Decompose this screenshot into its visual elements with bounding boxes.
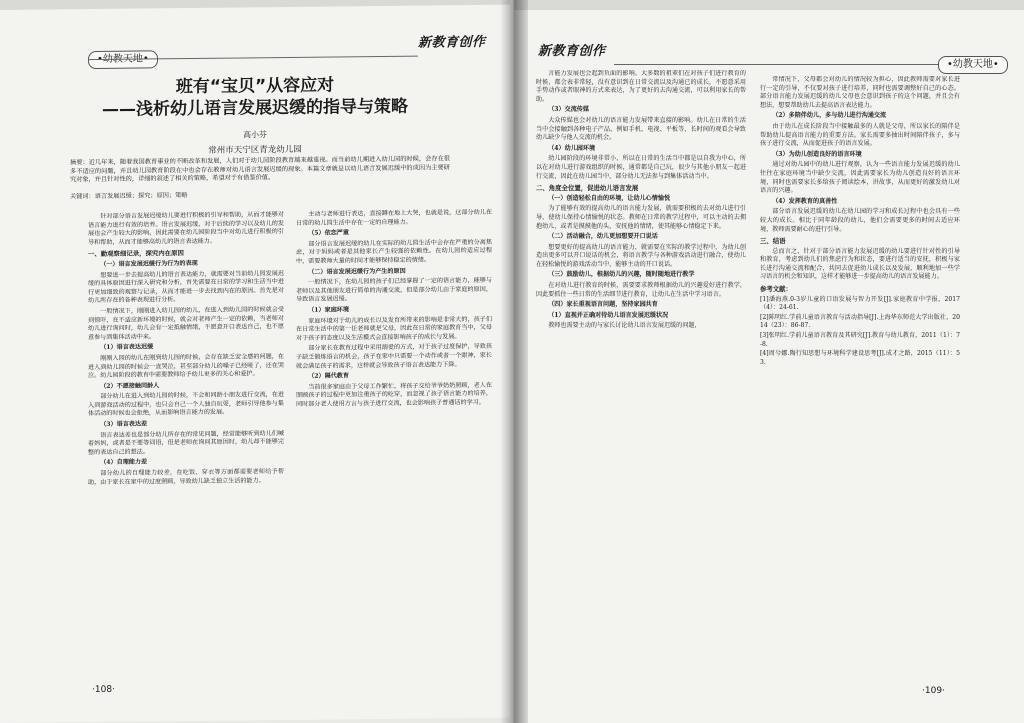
body-paragraph: 常情况下，父母都会对幼儿的情况较为担心，因此教师需要对家长进行一定的引导，不仅要对孩子进行培养，同时也需要调整好自己的心态。部分语言能力发展迟缓的幼儿父母也会意识到孩子的这个问题，并且会有想法，想要帮助幼儿去提高语言表达能力。 [760,76,960,109]
body-paragraph: 针对部分语言发展迟缓幼儿要进行积极的引导和帮助，从而才能够对语言能力进行有效的培养。语言发展迟缓，对于后续的学习以及幼儿的发展也会产生较大的影响，因此需要在幼儿园阶段当中对幼儿进行积极的引导和帮助，从而才能够高幼儿的语言表达能力。 [88,211,284,246]
body-paragraph: 部分家长在教育过程中采用溺爱的方式，对于孩子过度保护，导致孩子缺乏锻炼语言的机会，孩子在家中只需要一个动作或者一个眼神，家长就会满足孩子的需求，这样就会导致孩子语言表达能力下降。 [296,343,492,370]
body-paragraph: 总而言之，针对于部分语言能力发展迟缓的幼儿要进行针对性的引导和教育，考虑到幼儿们的焦虑行为和状态，要进行适当的安抚，积极与家长进行沟通交流和配合，共同去促进幼儿成长以及发展，顺利地加一些学习语言的机会和知识，这样才能够进一步提高幼儿的语言发展能力。 [760,247,960,281]
subsection-heading: （一）语言发展迟缓行为行为的表现 [100,259,198,268]
body-paragraph: 部分幼儿在进入到幼儿园的时候，不会和同龄小朋友进行交流，在进入到游戏活动的过程中，也只会自己一个人独自玩耍，老师引导他参与集体活动的时候也会拒绝，从而影响语言能力的发展。 [88,391,284,418]
section-heading: 参考文献： [760,285,792,294]
book-gutter [500,0,528,723]
subsection-heading: （三）鼓励幼儿，根据幼儿的兴趣，随时随地进行教学 [548,271,695,279]
subsection-heading: （4）自理能力差 [100,458,148,467]
section-heading: 二、角度全位置，促进幼儿语言发展 [536,184,639,193]
body-paragraph: 为了能够有效的提高幼儿的语言能力发展，就需要积极的去对幼儿进行引导，使幼儿保持心情愉悦的状态。教师在日常的教学过程中，可以主动的去拥抱幼儿，或者是摸摸他的头，安抚他的情绪，使其能够心情稳定下来。 [536,205,746,230]
subsection-heading: （2）多陪伴幼儿，多与幼儿进行沟通交流 [772,112,887,120]
subsection-heading: （二）活动融合，幼儿更加想要开口说话 [548,233,658,241]
subsection-heading: （1）家庭环境 [308,306,349,314]
subsection-heading: （3）语言表达差 [100,420,148,429]
subsection-heading: （1）语言表达迟缓 [100,343,154,352]
subsection-heading: （2）隔代教育 [308,372,349,380]
subsection-heading: （3）为幼儿创造良好的语言环境 [772,150,862,158]
subsection-heading: （一）创造轻松自由的环境，让幼儿心情愉悦 [548,194,671,202]
section-heading: 三、结语 [760,237,786,246]
body-paragraph: 教师也需要主动的与家长讨论幼儿语言发展迟缓的问题， [548,322,701,330]
body-paragraph: 部分幼儿的自理能力较差，在吃饭、穿衣等方面都需要老师给予帮助，由于家长在家中的过度照顾，导致幼儿缺乏独立生活的能力。 [88,468,284,486]
subsection-heading: （3）交流传媒 [548,106,589,114]
subsection-heading: （2）不愿接触同龄人 [100,382,160,390]
left-page [0,0,510,723]
brand-logo: 新教育创作 [538,44,606,59]
subsection-heading: （1）直视并正确对待幼儿语言发展迟缓状况 [548,311,669,319]
body-paragraph: 大众传媒也会对幼儿的语言能力发展带来直接的影响。幼儿在日常的生活当中会接触到各种电子产品，例如手机、电视、平板等，长时间的观看会导致幼儿缺少与他人交流的机会。 [536,116,746,142]
subsection-heading: （5）依恋严重 [308,229,349,237]
right-column-2 [760,76,960,682]
abstract: 摘要：近几年来，随着我国教育事业的不断改革和发展，人们对于幼儿园阶段教育越来越重视。而当前幼儿期进入幼儿园的时候，会存在很多不适应的问题，并且幼儿园教育阶段在中也会存在教师对幼儿语言发展迟缓的现象。本篇文章就是以幼儿语言发展迟缓中的成因为主要研究对象，并且针对性的，详细的叙述了相关的策略，希望对于有借鉴价值。 [70,155,450,184]
left-column-1 [88,211,284,681]
body-paragraph: 当前很多家庭由于父母工作繁忙，将孩子交给爷爷奶奶照顾，老人在照顾孩子的过程中更加注重孩子的吃穿，而忽视了孩子语言能力的培养，同时部分老人使用方言与孩子进行交流，也会影响孩子普通话的学习。 [296,381,492,408]
subsection-heading: （四）家长重视语言问题，坚持家园共育 [548,301,658,309]
subsection-heading: （4）发挥教育的真善性 [772,197,838,205]
body-paragraph: 语言表达差也是部分幼儿所存在的常见问题，经常能够听到幼儿们喊着妈妈，或者是不要等词语，但是老师在询问其原因时，幼儿却不能够完整的表达自己的想法。 [88,429,284,456]
body-paragraph: 由于幼儿在成长阶段当中接触最多的人就是父母，所以家长的陪伴是帮助幼儿提高语言能力的重要方法。家长需要多抽出时间陪伴孩子，多与孩子进行交流，从而促进孩子的语言发展。 [760,122,960,148]
top-edge [514,0,1024,10]
article-subtitle: ——浅析幼儿语言发展迟缓的指导与策略 [102,96,408,120]
author-name: 高小芬 [243,130,267,140]
body-paragraph: 部分语言发展迟缓的幼儿在幼儿园的学习和成长过程中也会具有一些较大的成长。相比于同年龄段的幼儿，他们会需要更多的时间去适应环境，教师需要耐心的进行引导。 [760,208,960,233]
body-paragraph: 一般情况下，在幼儿园的孩子们已经掌握了一定的语言能力，能够与老师以及其他朋友进行简单的沟通交流，但是部分幼儿由于家庭的原因，导致语言发展迟缓。 [296,277,492,304]
page-number-right: ·109· [922,686,945,696]
author-affiliation: 常州市天宁区青龙幼儿园 [208,144,302,156]
top-edge [0,0,510,10]
right-page [514,0,1024,723]
body-paragraph: 言能力发展也会起到负面的影响。大多数的祖辈们在对孩子们进行教育的时候，都会表非常轻，没有意识到在日常交流以及沟通已的成长，不愿意采用手势动作或者眼神的方式来表达，为了更好的去沟通交流，可以利用家长的帮助。 [536,70,746,103]
subsection-heading: （4）幼儿园环境 [548,144,596,152]
left-column-2 [296,209,492,679]
body-paragraph: 刚刚入园的幼儿在刚到幼儿园的时候，会存在缺乏安全感的问题，在进入到幼儿园的时候会一直哭泣，甚至部分幼儿的嗓子已经哑了，还在哭泣。幼儿园阶段的教育中需要教师给予幼儿更多的关心和爱护。 [88,352,284,380]
body-paragraph: 家庭环境对于幼儿的成长以及发育所带来的影响是非常大的，孩子们在日常生活中的第一任老师就是父母，因此在日常的家庭教育当中，父母对于孩子的态度以及生活模式会直接影响孩子的成长与发展。 [296,315,492,342]
keywords: 关键词：语言发展迟缓；探究；原因；策略 [70,192,188,201]
body-paragraph: 主动与老师进行表达，直接蹲在地上大哭，也就是说，这部分幼儿在日常的幼儿园生活中存在一定的自理能力。 [296,208,492,227]
reference-entry: [3]张明红.学前儿童语言教育及其研究[J].教育与幼儿教育，2011（1）：7-8. [760,332,960,348]
reference-entry: [1]潘海燕.0-3岁儿童的口语发展与智力开发[J].家庭教育中学报，2017（4）：24-61. [760,295,960,312]
body-paragraph: 通过对幼儿园中的幼儿进行观察，认为一些语言能力发展迟缓的幼儿往往在家庭环境当中缺少交流，因此需要家长为幼儿创造良好的语言环境，同时也需要家长多给孩子阅读绘本，讲故事，从而更好的激发幼儿对语言的兴趣。 [760,161,960,195]
right-column-1 [536,70,746,682]
reference-entry: [4]周兮娜.陶行知思想与环境科学建设思考[J].成才之路，2015（11）：53. [760,350,960,366]
section-tab: •幼教天地• [938,56,1008,74]
subsection-heading: （二）语言发展迟缓行为产生的原因 [308,267,406,276]
brand-logo: 新教育创作 [418,34,486,51]
body-paragraph: 一般情况下，刚刚进入幼儿园的幼儿，在进入到幼儿园的时候就会受到惊吓，在不适应新环境的时候，就会对老师产生一定的依赖，当老师对幼儿进行询问时，幼儿会有一定抵触情绪，不愿意开口表达自己，也不愿意参与到集体活动中来。 [88,305,284,341]
body-paragraph: 部分语言发展迟缓的幼儿在实际的幼儿园生活中会存在严重的分离焦虑，对于妈妈或者是其他家长产生较强的依赖性。在幼儿园的适应过程中，需要教师大量的时间才能够保持稳定的情绪。 [296,238,492,265]
article-title: 班有“宝贝”从容应对 [175,75,335,98]
header-rule [614,64,944,65]
body-paragraph: 想要更好的提高幼儿的语言能力，就需要在实际的教学过程中，为幼儿创造出更多可以开口说话的机会，将语言教学与各种游戏活动进行融合，使幼儿在轻松愉悦的游戏活动当中，能够主动的开口说话。 [536,243,746,268]
body-paragraph: 幼儿园阶段的环境非常小，所以在日常的生活当中都是以自我为中心，所以在对幼儿进行游戏组织的时候，通常都是自己玩，很少与其他小朋友一起进行交流，因此在幼儿园当中，部分幼儿无法参与到集体活动当中。 [536,155,746,180]
section-heading: 一、勤观察细记录，探究内在原因 [88,249,184,259]
reference-entry: [2]陈明红.学前儿童语言教育与活动指导[J].上海华东师范大学出版社，2014（23）：86-87. [760,313,960,330]
body-paragraph: 在对幼儿进行教育的时候，需要要求教师根据幼儿的兴趣爱好进行教学，因此要抓住一些日常的生活细节进行教育，让幼儿在生活中学习语言。 [536,282,746,298]
body-paragraph: 想要进一步去提高幼儿的语言表达能力，就需要对当前幼儿园发展迟缓的具体原因进行深入研究和分析，首先需要在日常的学习和生活当中进行更加细致的观察与记录，从而才能进一步去找到内在的原因。首先是对幼儿所存在的各种表现进行分析。 [88,269,284,305]
page-number-left: ·108· [92,684,115,696]
